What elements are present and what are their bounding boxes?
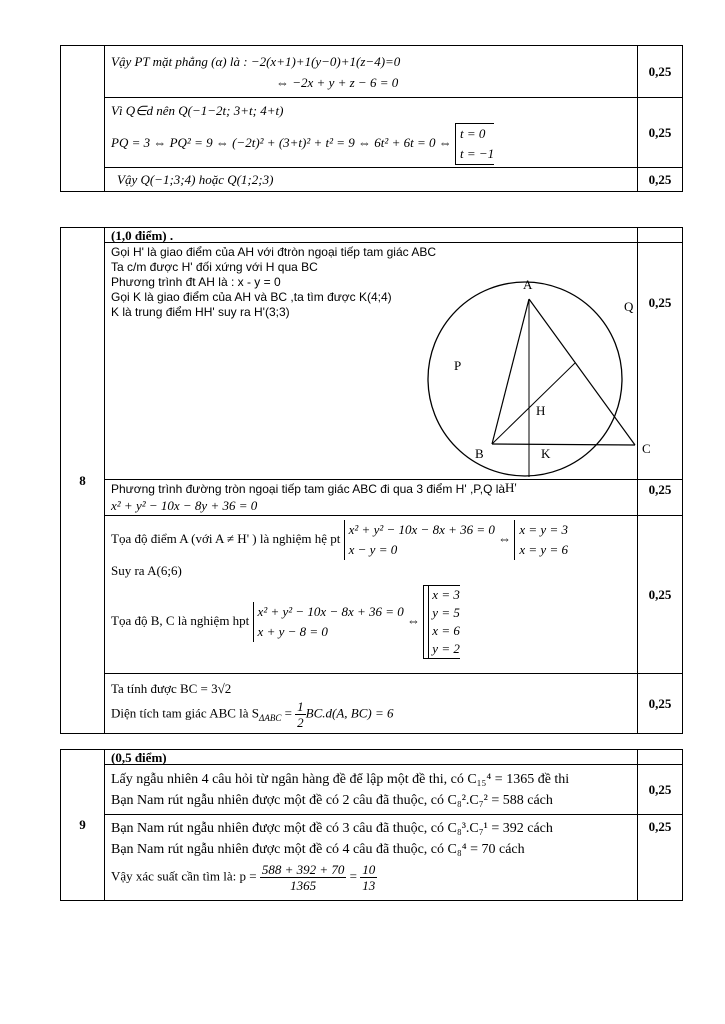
section8-score-4: 0,25 [638, 674, 683, 734]
section9-score-2: 0,25 [638, 815, 683, 901]
section8-header: (1,0 điểm) . [105, 228, 638, 243]
section9-part2 [105, 815, 638, 901]
circumcircle [428, 282, 622, 476]
t-solution-2: t = −1 [459, 146, 495, 161]
pq-equation: PQ = 3 ⇔ PQ² = 9 ⇔ (−2t)² + (3+t)² + t² = 9 ⇔ 6t² + 6t = 0 ⇔ [111, 134, 452, 150]
section8-part4 [105, 674, 638, 734]
label-c: C [642, 441, 651, 456]
two-known-line: Bạn Nam rút ngẫu nhiên được một đề có 2 câu đã thuộc, có C₈².C₇² = 588 cách [111, 792, 553, 808]
area-fraction [295, 699, 306, 730]
system-bc [253, 602, 404, 642]
prob-frac2-bot: 13 [362, 878, 376, 893]
probability-lead: Vậy xác suất cần tìm là: p = [111, 868, 260, 884]
probability-eq: = [346, 868, 361, 884]
section7-row1 [105, 46, 638, 98]
section7-table [60, 45, 683, 192]
system-a-res1: x = y = 3 [519, 522, 568, 537]
system-bc-r1: x = 3 [428, 586, 460, 604]
area-frac-top: 1 [297, 698, 304, 714]
t-solutions [455, 123, 494, 165]
section7-score-2: 0,25 [638, 98, 683, 168]
system-bc-eq2: x + y − 8 = 0 [257, 624, 328, 639]
prob-frac1-bot: 1365 [290, 878, 317, 893]
probability-fraction-2 [360, 862, 377, 893]
circle-eq-intro: Phương trình đường tròn ngoại tiếp tam giác ABC đi qua 3 điểm H' ,P,Q là [111, 481, 506, 496]
question-number-8: 8 [61, 228, 105, 734]
part1-line-2: Ta c/m được H' đối xứng với H qua BC [111, 260, 318, 274]
q-param-line: Vì Q∈d nên Q(−1−2t; 3+t; 4+t) [111, 103, 284, 118]
area-lead: Diện tích tam giác ABC là S [111, 704, 260, 720]
side-ac [529, 299, 635, 445]
three-known-line: Bạn Nam rút ngẫu nhiên được một đề có 3 câu đã thuộc, có C₈³.C₇¹ = 392 cách [111, 821, 553, 836]
section8-table [60, 227, 683, 734]
system-bc-arrow: ⇔ [407, 612, 421, 628]
prob-frac1-top: 588 + 392 + 70 [261, 862, 345, 877]
area-sub: ΔABC [259, 712, 282, 723]
section8-score-1: 0,25 [638, 243, 683, 480]
circle-eq: x² + y² − 10x − 8y + 36 = 0 [111, 497, 258, 513]
plane-equation-simplified: ⇔ −2x + y + z − 6 = 0 [276, 74, 399, 90]
label-h-prime: H' [505, 480, 517, 495]
probability-fraction-1 [260, 862, 347, 893]
area-tail: BC.d(A, BC) = 6 [305, 704, 394, 720]
area-eq: = [281, 704, 296, 720]
system-a-arrow: ⇔ [498, 530, 512, 546]
section7-score-3: 0,25 [638, 168, 683, 192]
section8-score-2: 0,25 [638, 480, 683, 516]
section7-row2 [105, 98, 638, 168]
section8-part3 [105, 516, 638, 674]
section9-header: (0,5 điểm) [105, 750, 638, 765]
system-a-eq1: x² + y² − 10x − 8x + 36 = 0 [348, 522, 495, 537]
part1-line-3: Phương trình đt AH là : x - y = 0 [111, 275, 281, 289]
label-h: H [536, 403, 546, 418]
section7-score-1: 0,25 [638, 46, 683, 98]
plane-equation-line: Vậy PT mặt phẳng (α) là : −2(x+1)+1(y−0)+1(z−4)=0 [111, 53, 401, 69]
section7-row3 [105, 168, 638, 192]
label-k: K [541, 446, 551, 461]
system-a-eq2: x − y = 0 [348, 542, 398, 557]
section9-header-score [638, 750, 683, 765]
prob-frac2-top: 10 [362, 862, 376, 877]
section9-part1 [105, 765, 638, 815]
system-a-res2: x = y = 6 [519, 542, 568, 557]
system-bc-r2: y = 5 [428, 604, 460, 622]
altitude-bh [492, 363, 575, 444]
point-a-result: Suy ra A(6;6) [111, 563, 182, 578]
label-p: P [454, 358, 462, 373]
t-solution-1: t = 0 [459, 126, 486, 141]
section7-number-cell [61, 46, 105, 192]
side-bc [492, 444, 635, 445]
section9-table [60, 749, 683, 901]
q-result-line: Vậy Q(−1;3;4) hoặc Q(1;2;3) [117, 172, 274, 187]
system-a [344, 520, 495, 560]
point-a-lead: Tọa độ điểm A (với A ≠ H' ) là nghiệm hệ pt [111, 530, 341, 546]
area-frac-bot: 2 [297, 714, 304, 730]
system-bc-result [423, 585, 460, 659]
four-known-line: Bạn Nam rút ngẫu nhiên được một đề có 4 câu đã thuộc, có C₈⁴ = 70 cách [111, 842, 525, 857]
total-exams-line: Lấy ngẫu nhiên 4 câu hỏi từ ngân hàng đề để lập một đề thi, có C₁₅⁴ = 1365 đề thi [111, 771, 570, 787]
label-b: B [475, 446, 484, 461]
system-bc-r3: x = 6 [428, 622, 460, 640]
side-ab [492, 299, 529, 444]
section8-part2 [105, 480, 638, 516]
part1-line-5: K là trung điểm HH' suy ra H'(3;3) [111, 305, 290, 319]
section9-score-1: 0,25 [638, 765, 683, 815]
system-a-result [514, 520, 568, 560]
bc-length: Ta tính được BC = 3√2 [111, 680, 232, 696]
section8-header-score [638, 228, 683, 243]
circumcircle-figure [409, 243, 651, 495]
section8-score-3: 0,25 [638, 516, 683, 674]
part1-line-4: Gọi K là giao điểm của AH và BC ,ta tìm được K(4;4) [111, 290, 392, 304]
system-bc-r4: y = 2 [428, 640, 460, 658]
system-bc-eq1: x² + y² − 10x − 8x + 36 = 0 [257, 604, 404, 619]
label-a: A [523, 277, 533, 292]
question-number-9: 9 [61, 750, 105, 901]
part1-line-1: Gọi H' là giao điểm của AH với đtròn ngoại tiếp tam giác ABC [111, 245, 436, 259]
points-bc-lead: Tọa độ B, C là nghiệm hpt [111, 612, 250, 628]
label-q: Q [624, 299, 634, 314]
